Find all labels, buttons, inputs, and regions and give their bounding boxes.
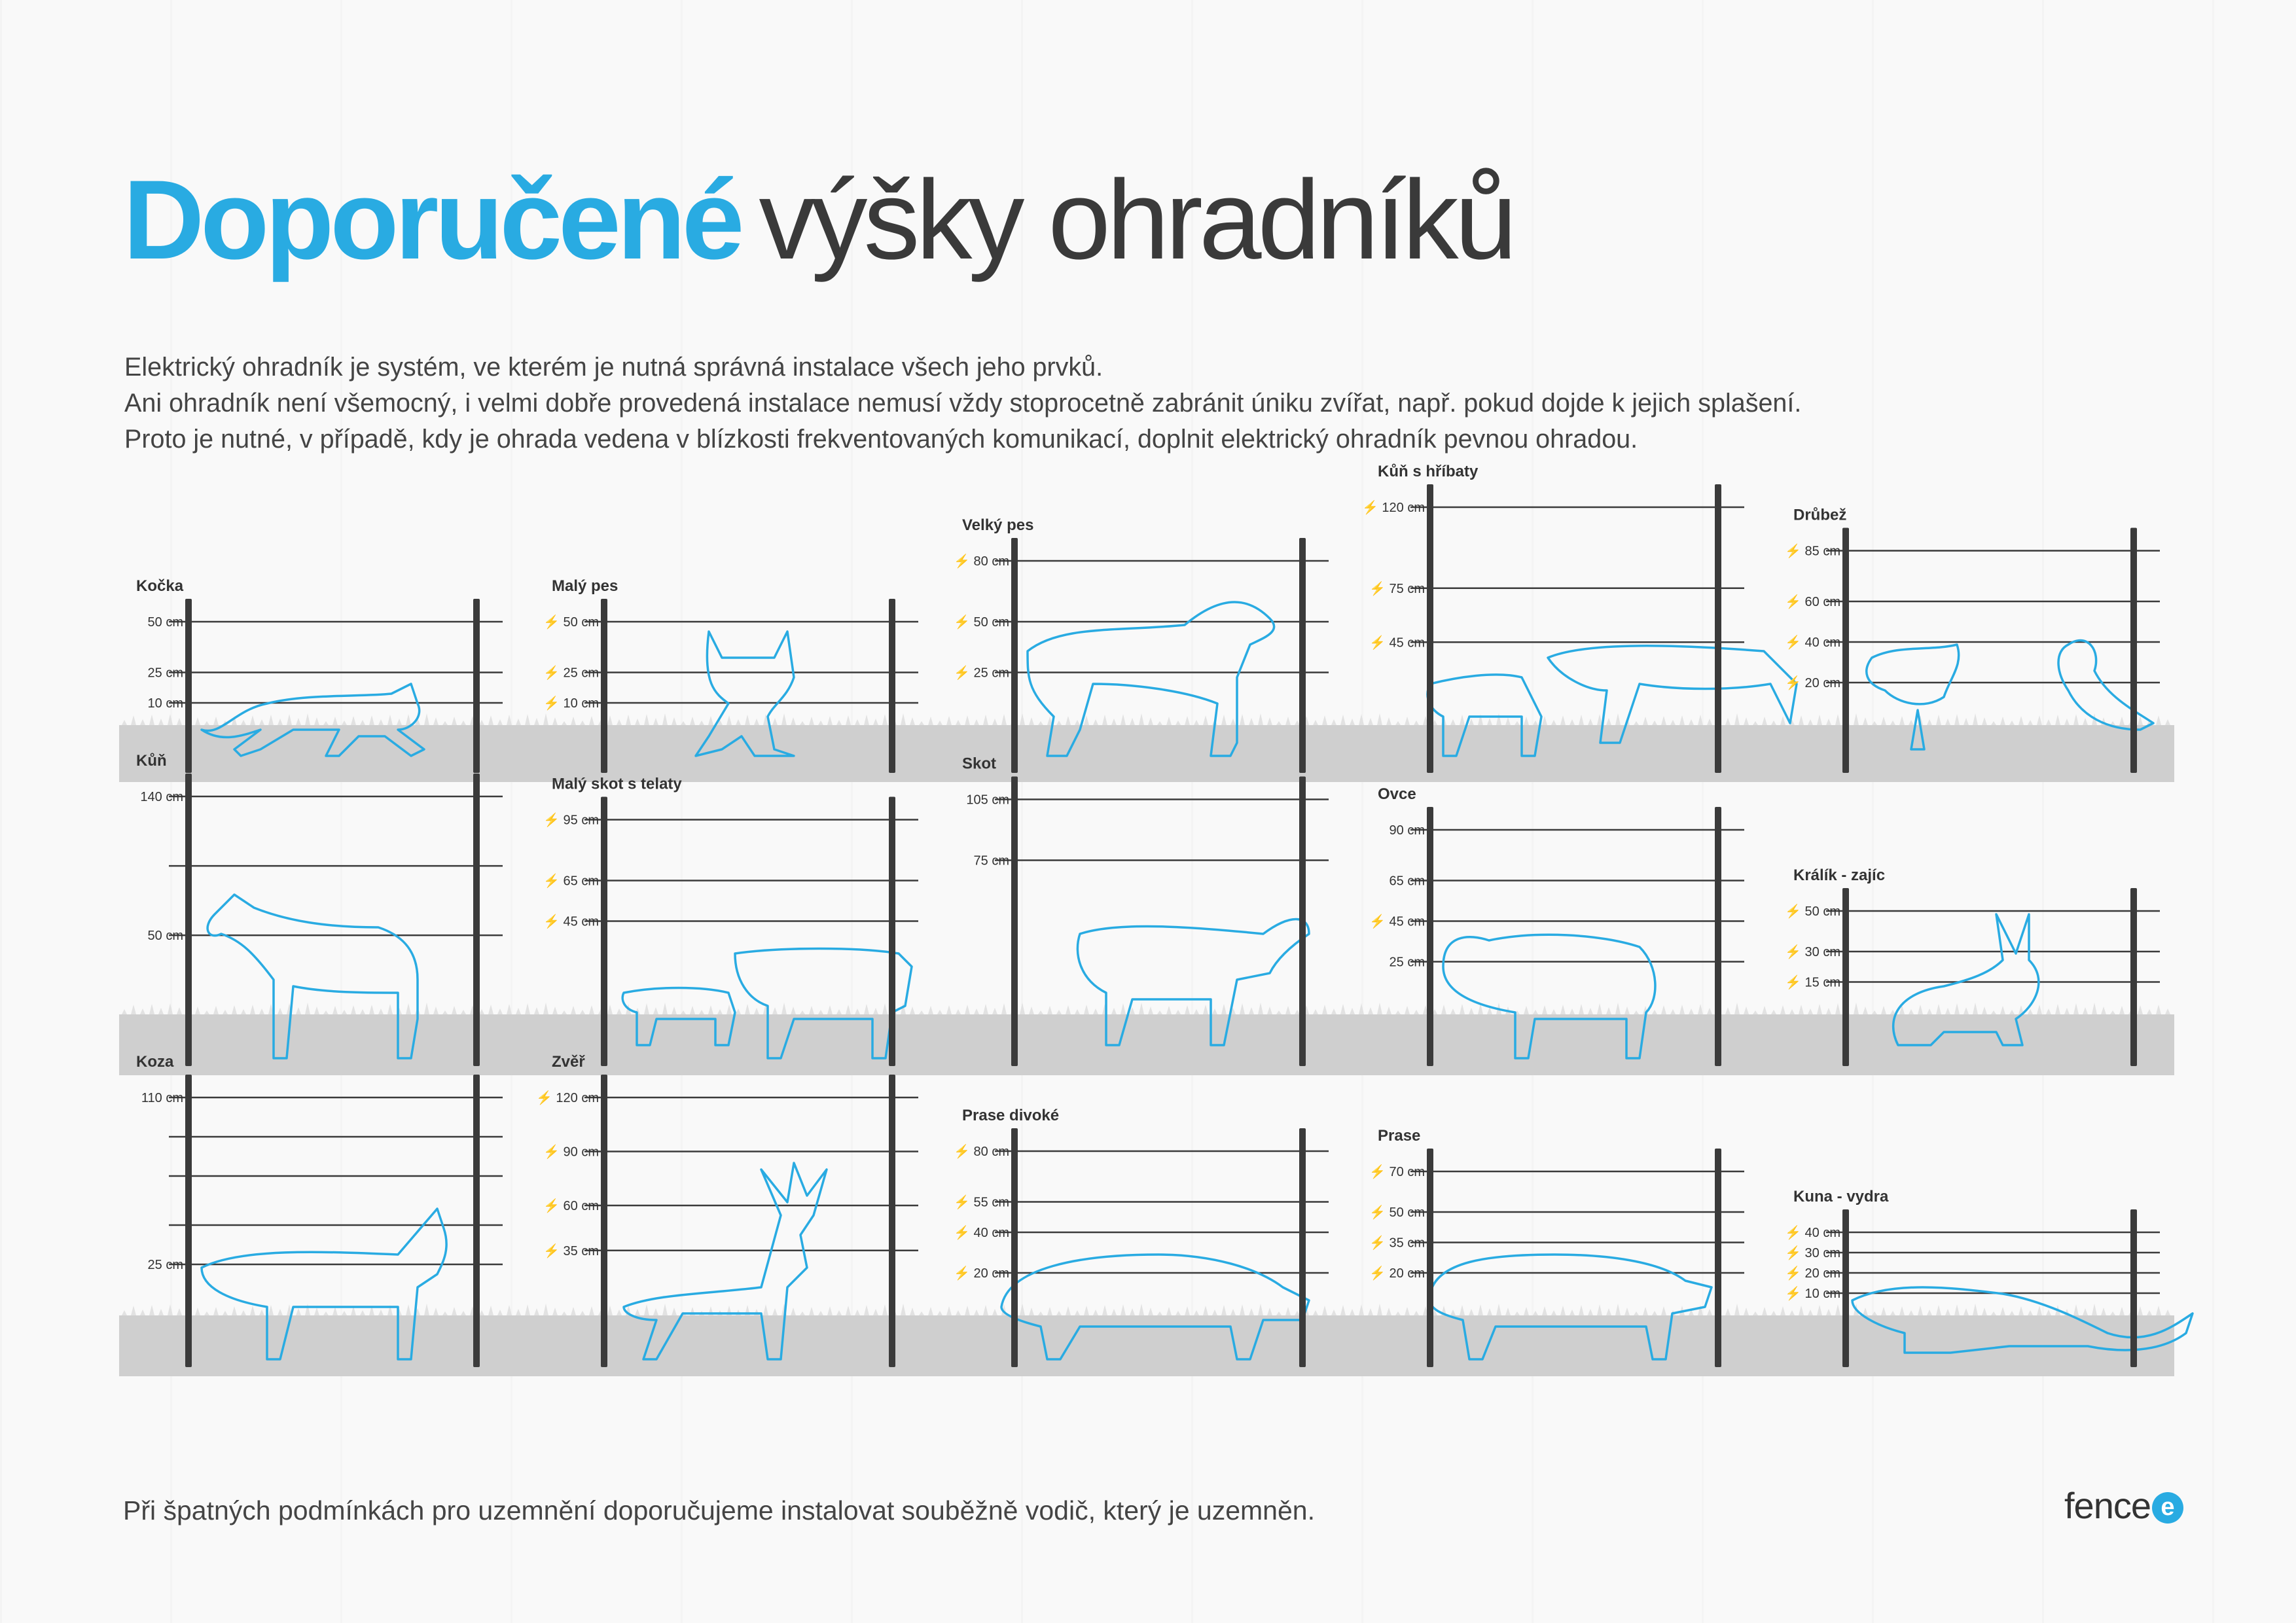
height-label: 110 cm	[141, 1091, 183, 1105]
fence-post	[889, 599, 895, 773]
fence-post	[1715, 807, 1721, 1066]
height-label: 10 cm	[147, 696, 183, 711]
height-label: 65 cm	[1389, 874, 1425, 889]
height-label: ⚡ 10 cm	[543, 696, 599, 711]
height-label: ⚡ 10 cm	[1785, 1287, 1840, 1301]
fence-post	[1299, 777, 1306, 1067]
grass	[122, 1304, 2170, 1315]
height-label: ⚡ 45 cm	[1369, 914, 1425, 929]
fence-post	[1842, 528, 1849, 774]
title-bold: Doporučené	[123, 157, 741, 283]
panel-name: Kůň s hříbaty	[1378, 463, 1479, 480]
fence-post	[601, 797, 607, 1067]
footer-note: Při špatných podmínkách pro uzemnění doporučujeme instalovat souběžně vodič, který je uzemněn.	[123, 1495, 1315, 1525]
grass	[122, 713, 2170, 725]
fence-post	[473, 599, 480, 773]
height-label: 25 cm	[147, 666, 183, 681]
height-label: ⚡ 25 cm	[954, 666, 1009, 681]
height-label: ⚡ 60 cm	[543, 1199, 599, 1213]
fence-post	[2130, 1209, 2137, 1367]
height-label: ⚡ 45 cm	[1369, 635, 1425, 651]
height-label: ⚡ 120 cm	[535, 1091, 599, 1105]
height-label: ⚡ 120 cm	[1361, 501, 1425, 515]
panel-name: Kuna - vydra	[1793, 1188, 1889, 1205]
height-label: ⚡ 15 cm	[1785, 975, 1840, 990]
fence-post	[601, 1075, 607, 1367]
panel-name: Kůň	[136, 752, 167, 770]
height-label: ⚡ 30 cm	[1785, 945, 1840, 959]
height-label: 140 cm	[140, 790, 183, 804]
panel-name: Koza	[136, 1053, 174, 1071]
logo-text: fence	[2064, 1485, 2151, 1526]
panel-name: Kočka	[136, 577, 184, 595]
height-label: ⚡ 90 cm	[543, 1145, 599, 1160]
height-label: ⚡ 20 cm	[1785, 1266, 1840, 1281]
fence-post	[1011, 538, 1018, 773]
height-label: ⚡ 80 cm	[954, 554, 1009, 569]
fence-post	[185, 1075, 192, 1367]
fence-post	[1299, 1128, 1306, 1367]
height-label: ⚡ 55 cm	[954, 1195, 1009, 1210]
height-label: ⚡ 40 cm	[954, 1226, 1009, 1240]
height-label: 50 cm	[147, 929, 183, 944]
height-label: ⚡ 50 cm	[1785, 904, 1840, 919]
height-label: ⚡ 35 cm	[1369, 1236, 1425, 1251]
height-label: ⚡ 80 cm	[954, 1145, 1009, 1159]
fence-post	[1715, 1149, 1721, 1367]
panel-name: Prase	[1378, 1127, 1421, 1145]
panel-name: Zvěř	[552, 1053, 585, 1071]
height-label: ⚡ 45 cm	[543, 914, 599, 929]
fence-post	[473, 774, 480, 1066]
intro-line: Ani ohradník není všemocný, i velmi dobře provedená instalace nemusí vždy stoprocetně zabránit úniku zvířat, např. pokud dojde k jejich splašení.	[124, 389, 1802, 418]
ground-band	[119, 1014, 2174, 1075]
panel-name: Prase divoké	[962, 1107, 1060, 1124]
height-label: 90 cm	[1389, 823, 1425, 838]
fence-post	[1427, 807, 1433, 1066]
panel-name: Malý skot s telaty	[552, 775, 682, 793]
fence-post	[185, 774, 192, 1066]
height-label: 50 cm	[147, 615, 183, 630]
height-label: ⚡ 50 cm	[954, 615, 1009, 630]
intro-line: Proto je nutné, v případě, kdy je ohrada vedena v blízkosti frekventovaných komunikací, doplnit elektrický ohradník pevnou ohradou.	[124, 425, 1638, 454]
height-label: 25 cm	[147, 1258, 183, 1272]
height-label: ⚡ 50 cm	[1369, 1205, 1425, 1220]
fence-post	[1427, 1149, 1433, 1367]
grass	[122, 1003, 2170, 1014]
height-label: ⚡ 20 cm	[1785, 676, 1840, 690]
fence-post	[2130, 888, 2137, 1066]
panel-name: Drůbež	[1793, 506, 1847, 524]
title-light: výšky ohradníků	[759, 157, 1514, 283]
fence-post	[889, 1075, 895, 1367]
height-label: ⚡ 25 cm	[543, 666, 599, 681]
fencee-logo	[2064, 1484, 2183, 1527]
fence-post	[1715, 484, 1721, 773]
panel-name: Velký pes	[962, 516, 1034, 534]
fence-post	[2130, 528, 2137, 774]
height-label: 25 cm	[1389, 955, 1425, 970]
fence-post	[1842, 1209, 1849, 1367]
ground-band	[119, 1315, 2174, 1376]
panel-name: Malý pes	[552, 577, 619, 595]
fence-post	[185, 599, 192, 773]
height-label: ⚡ 35 cm	[543, 1243, 599, 1258]
ground-band	[119, 725, 2174, 782]
fence-post	[473, 1075, 480, 1367]
height-label: ⚡ 65 cm	[543, 874, 599, 889]
height-label: ⚡ 50 cm	[543, 615, 599, 630]
panel-name: Skot	[962, 755, 997, 773]
fence-post	[601, 599, 607, 773]
height-label: ⚡ 30 cm	[1785, 1246, 1840, 1260]
fence-post	[1427, 484, 1433, 773]
height-label: ⚡ 40 cm	[1785, 635, 1840, 650]
height-label: ⚡ 95 cm	[543, 813, 599, 828]
fence-post	[1842, 888, 1849, 1066]
height-label: ⚡ 85 cm	[1785, 544, 1840, 559]
height-label: ⚡ 20 cm	[954, 1266, 1009, 1281]
panel-name: Králík - zajíc	[1793, 866, 1886, 884]
height-label: ⚡ 70 cm	[1369, 1165, 1425, 1179]
fence-post	[1011, 777, 1018, 1067]
fence-post	[889, 797, 895, 1067]
intro-line: Elektrický ohradník je systém, ve kterém je nutná správná instalace všech jeho prvků.	[124, 353, 1103, 382]
fence-post	[1299, 538, 1306, 773]
height-label: ⚡ 75 cm	[1369, 581, 1425, 596]
height-label: 75 cm	[973, 853, 1009, 868]
logo-mark: e	[2152, 1492, 2183, 1524]
height-label: ⚡ 40 cm	[1785, 1226, 1840, 1240]
height-label: ⚡ 60 cm	[1785, 595, 1840, 609]
panel-name: Ovce	[1378, 785, 1416, 803]
height-label: ⚡ 20 cm	[1369, 1266, 1425, 1281]
height-label: 105 cm	[966, 793, 1009, 808]
fence-post	[1011, 1128, 1018, 1367]
